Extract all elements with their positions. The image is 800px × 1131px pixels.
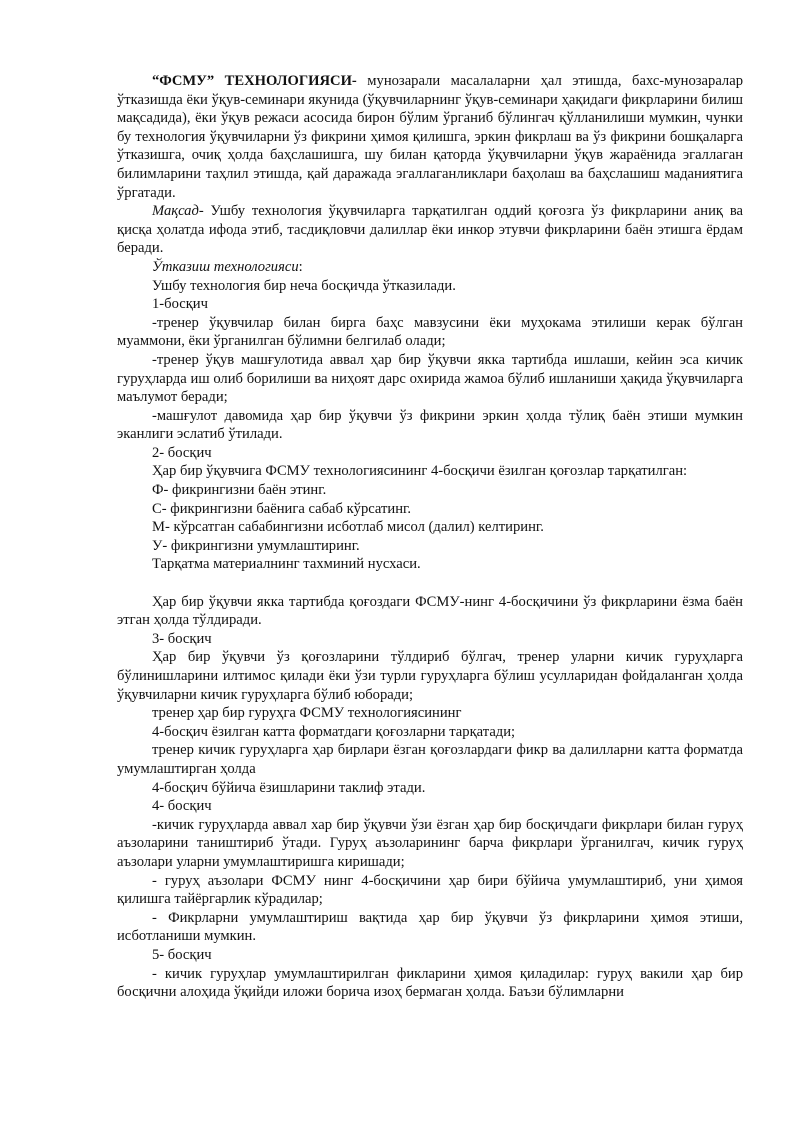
fsmu-item-s: С- фикрингизни баёнига сабаб кўрсатинг. bbox=[152, 500, 411, 517]
fsmu-item-u: У- фикрингизни умумлаштиринг. bbox=[152, 537, 360, 554]
stage-5-text: - кичик гуруҳлар умумлаштирилган фикларини ҳимоя қиладилар: гуруҳ вакили ҳар бир босқични алоҳида ўқийди иложи борича изоҳ бермаган ҳолда. Баъзи бўлимларни bbox=[117, 965, 743, 1001]
goal-label: Мақсад- bbox=[152, 203, 204, 220]
technology-title: “ФСМУ” ТЕХНОЛОГИЯСИ- bbox=[152, 73, 357, 89]
stage-4-item: - Фикрларни умумлаштириш вақтида ҳар бир ўқувчи ўз фикрларини ҳимоя этиши, исботланиши мумкин. bbox=[117, 909, 743, 945]
stage-4-item: -кичик гуруҳларда аввал хар бир ўқувчи ўзи ёзган ҳар бир босқичдаги фикрлари билан гуруҳ аъзоларини таништириб ўтади. Гуруҳ аъзоларининг барча фикрлари ўрганилгач, кичик гуруҳ аъзолари уларни умумлаштиришга киришади; bbox=[117, 816, 743, 870]
handout-note: Тарқатма материалнинг тахминий нусхаси. bbox=[152, 556, 421, 573]
stage-3-title: 3- босқич bbox=[152, 630, 212, 647]
blank-line bbox=[117, 574, 743, 593]
intro-text: мунозарали масалаларни ҳал этишда, бахс-мунозаралар ўтказишда ёки ўқув-семинари якунида (ўқувчиларнинг ўқув-семинари ҳақидаги фикрларини билиш мақсадида), ёки ўқув режаси асосида бирон бўлим ўрганиб бўлингач қўлланилиши мумкин, чунки бу технология ўқувчиларни ўз фикрини ҳимоя қилишга, эркин фикрлаш ва ўз фикрини бошқаларга ўтказишга, очиқ ҳолда баҳслашишга, шу билан қаторда ўқувчиларни ўқув жараёнида эгаллаган билимларини таҳлил этишда, қай даражада эгаллаганликлари баҳолаш ва баҳслашиш маданиятига ўргатади. bbox=[117, 73, 743, 201]
intro-paragraph bbox=[117, 72, 743, 202]
stage-3-line: 4-босқич бўйича ёзишларини таклиф этади. bbox=[152, 779, 426, 796]
stage-2-text: Ҳар бир ўқувчига ФСМУ технологиясининг 4-босқичи ёзилган қоғозлар тарқатилган: bbox=[152, 463, 688, 480]
stage-4-title: 4- босқич bbox=[152, 798, 212, 815]
stage-4-item: - гуруҳ аъзолари ФСМУ нинг 4-босқичини ҳар бири бўйича умумлаштириб, уни ҳимоя қилишга тайёргарлик кўрадилар; bbox=[117, 872, 743, 908]
stage-1-title: 1-босқич bbox=[152, 296, 208, 313]
stage-1-item: -тренер ўқувчилар билан бирга баҳс мавзусини ёки муҳокама этилиши керак бўлган муаммони, ёки ўрганилган бўлимни белгилаб олади; bbox=[117, 314, 743, 350]
stage-2-title: 2- босқич bbox=[152, 444, 212, 461]
document-body bbox=[117, 72, 743, 1002]
stage-5-title: 5- босқич bbox=[152, 946, 212, 963]
stages-intro: Ушбу технология бир неча босқичда ўтказилади. bbox=[152, 277, 456, 294]
individual-work-paragraph: Ҳар бир ўқувчи якка тартибда қоғоздаги ФСМУ-нинг 4-босқичини ўз фикрларини ёзма баён этган ҳолда тўлдиради. bbox=[117, 593, 743, 629]
fsmu-item-f: Ф- фикрингизни баён этинг. bbox=[152, 482, 327, 499]
stage-3-text: Ҳар бир ўқувчи ўз қоғозларини тўлдириб бўлгач, тренер уларни кичик гуруҳларга бўлинишларини илтимос қилади ёки ўзи турли гуруҳларга бўлиш усулларидан фойдаланган ҳолда ўқувчиларни кичик гуруҳларга бўлиб юборади; bbox=[117, 649, 743, 703]
stage-1-item: -машғулот давомида ҳар бир ўқувчи ўз фикрини эркин ҳолда тўлиқ баён этиши мумкин эканлиги эслатиб ўтилади. bbox=[117, 407, 743, 443]
stage-3-line: тренер кичик гуруҳларга ҳар бирлари ёзган қоғозлардаги фикр ва далилларни катта форматда умумлаштирган ҳолда bbox=[117, 742, 743, 777]
stage-3-line: тренер ҳар бир гуруҳга ФСМУ технологиясининг bbox=[152, 705, 462, 722]
fsmu-item-m: М- кўрсатган сабабингизни исботлаб мисол (далил) келтиринг. bbox=[152, 519, 544, 536]
method-heading-text: Ўтказиш технологияси bbox=[152, 258, 299, 275]
method-heading-colon: : bbox=[298, 258, 303, 275]
goal-paragraph bbox=[117, 202, 743, 258]
stage-1-item: -тренер ўқув машғулотида аввал ҳар бир ўқувчи якка тартибда ишлаши, кейин эса кичик гуруҳларда иш олиб борилиши ва ниҳоят дарс охирида жамоа бўлиб ишланиши ҳақида ўқувчиларга маълумот беради; bbox=[117, 351, 743, 406]
goal-text: Ушбу технология ўқувчиларга тарқатилган оддий қоғозга ўз фикрларини аниқ ва қисқа ҳолатда ифода этиб, тасдиқловчи далиллар ёки инкор этувчи фикрларини баён этишга ёрдам беради. bbox=[117, 203, 743, 257]
stage-3-line: 4-босқич ёзилган катта форматдаги қоғозларни тарқатади; bbox=[152, 723, 516, 740]
method-heading bbox=[117, 258, 743, 277]
